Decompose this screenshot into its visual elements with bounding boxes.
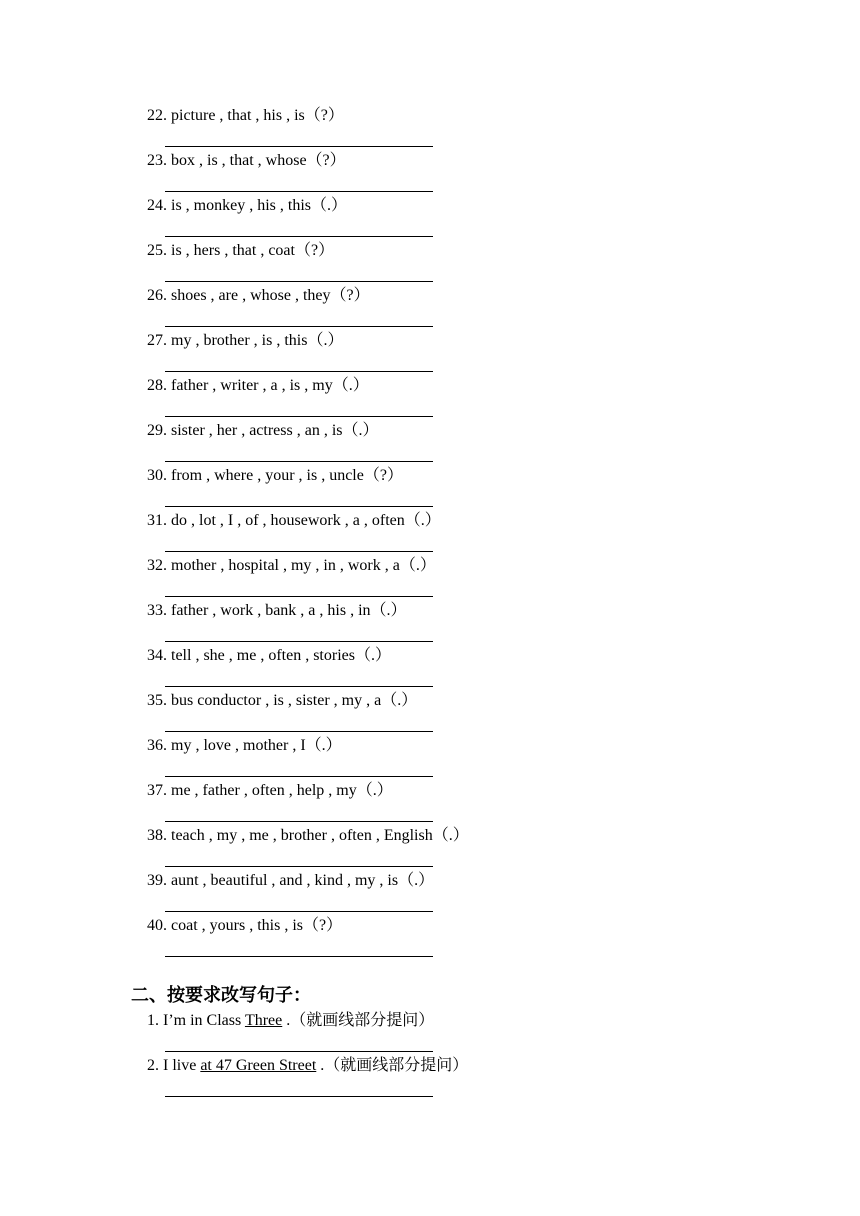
answer-line xyxy=(165,371,433,372)
answer-line xyxy=(165,596,433,597)
answer-line xyxy=(165,686,433,687)
exercise-prompt: 33. father , work , bank , a , his , in（.） xyxy=(147,602,407,619)
answer-line xyxy=(165,236,433,237)
answer-line xyxy=(165,641,433,642)
exercise-prompt: 29. sister , her , actress , an , is（.） xyxy=(147,422,379,439)
answer-line xyxy=(165,866,433,867)
exercise-prompt: 35. bus conductor , is , sister , my , a（.） xyxy=(147,692,418,709)
exercise-prompt: 30. from , where , your , is , uncle（?） xyxy=(147,467,403,484)
underlined-phrase: at 47 Green Street xyxy=(200,1057,317,1074)
prompt-instruction: .（就画线部分提问） xyxy=(316,1057,469,1074)
exercise-prompt: 34. tell , she , me , often , stories（.） xyxy=(147,647,391,664)
exercise-prompt: 37. me , father , often , help , my（.） xyxy=(147,782,393,799)
exercise-prompt: 23. box , is , that , whose（?） xyxy=(147,152,346,169)
rewrite-prompt xyxy=(147,1055,468,1077)
answer-line xyxy=(165,326,433,327)
exercise-prompt: 38. teach , my , me , brother , often , English（.） xyxy=(147,827,469,844)
answer-line xyxy=(165,506,433,507)
answer-line xyxy=(165,281,433,282)
answer-line xyxy=(165,821,433,822)
answer-line xyxy=(165,461,433,462)
answer-line xyxy=(165,776,433,777)
exercise-prompt: 27. my , brother , is , this（.） xyxy=(147,332,344,349)
rewrite-prompt xyxy=(147,1010,434,1032)
prompt-instruction: .（就画线部分提问） xyxy=(282,1012,435,1029)
prompt-text: 1. I’m in Class xyxy=(147,1012,245,1029)
exercise-prompt: 26. shoes , are , whose , they（?） xyxy=(147,287,370,304)
exercise-prompt: 24. is , monkey , his , this（.） xyxy=(147,197,348,214)
exercise-prompt: 40. coat , yours , this , is（?） xyxy=(147,917,343,934)
exercise-prompt: 36. my , love , mother , I（.） xyxy=(147,737,342,754)
answer-line xyxy=(165,1051,433,1052)
exercise-prompt: 31. do , lot , I , of , housework , a , often（.） xyxy=(147,512,441,529)
answer-line xyxy=(165,1096,433,1097)
answer-line xyxy=(165,146,433,147)
exercise-prompt: 39. aunt , beautiful , and , kind , my , is（.） xyxy=(147,872,435,889)
section-heading: 二、按要求改写句子： xyxy=(131,985,311,1006)
exercise-prompt: 25. is , hers , that , coat（?） xyxy=(147,242,335,259)
answer-line xyxy=(165,551,433,552)
exercise-prompt: 28. father , writer , a , is , my（.） xyxy=(147,377,369,394)
underlined-phrase: Three xyxy=(244,1012,283,1029)
answer-line xyxy=(165,956,433,957)
answer-line xyxy=(165,191,433,192)
exercise-prompt: 22. picture , that , his , is（?） xyxy=(147,107,344,124)
answer-line xyxy=(165,731,433,732)
prompt-text: 2. I live xyxy=(147,1057,201,1074)
answer-line xyxy=(165,911,433,912)
answer-line xyxy=(165,416,433,417)
exercise-prompt: 32. mother , hospital , my , in , work , a（.） xyxy=(147,557,436,574)
